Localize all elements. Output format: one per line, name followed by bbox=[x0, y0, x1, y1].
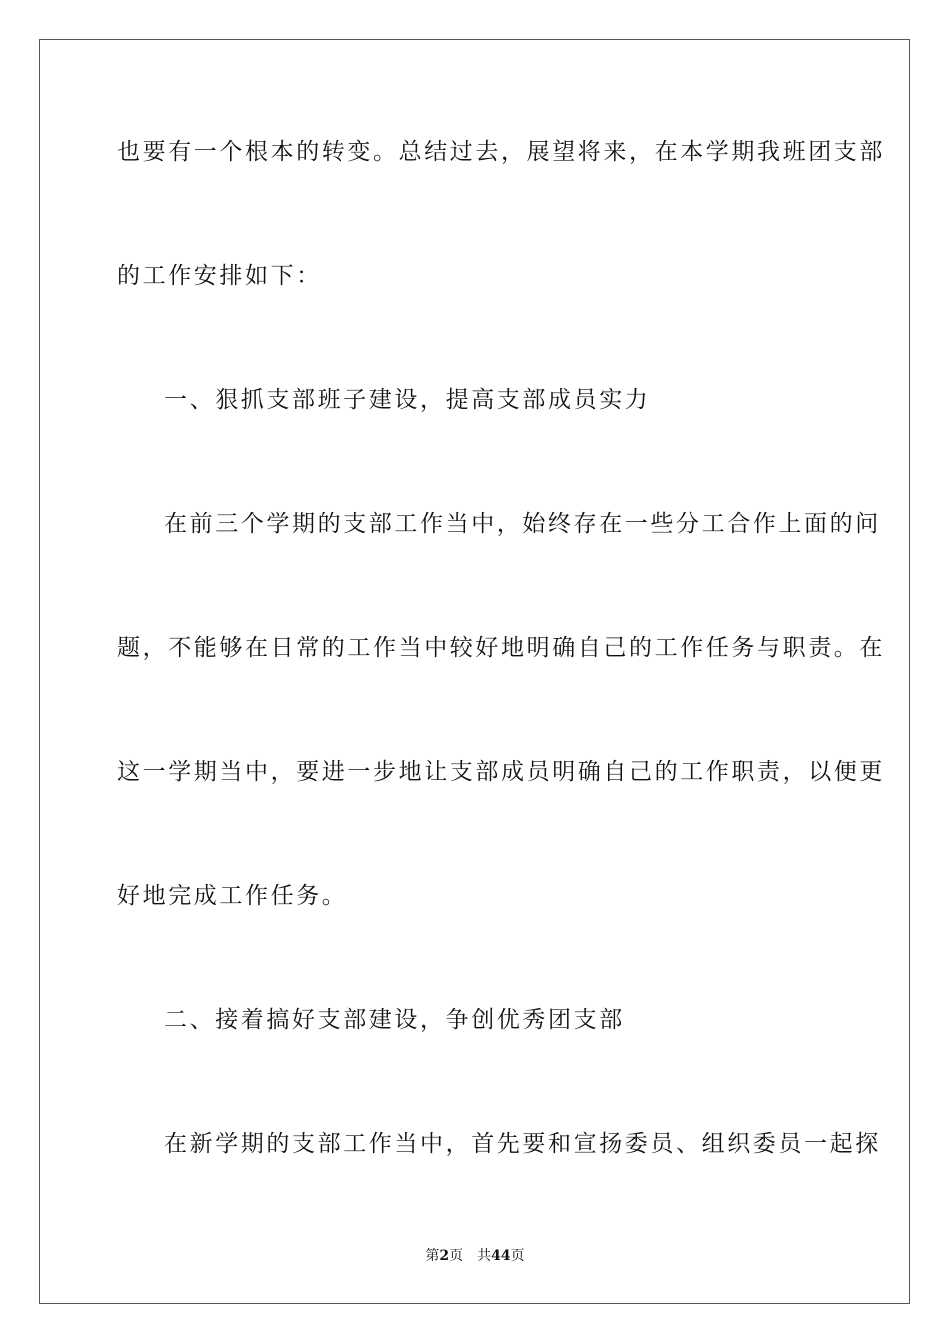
section-heading-2: 二、接着搞好支部建设，争创优秀团支部 bbox=[164, 1007, 625, 1033]
footer-total-pages: 44 bbox=[491, 1248, 511, 1264]
body-line-5: 这一学期当中，要进一步地让支部成员明确自己的工作职责，以便更 bbox=[117, 759, 885, 785]
footer-page-number: 2 bbox=[439, 1248, 450, 1264]
footer-total-suffix: 页 bbox=[510, 1248, 525, 1264]
footer-page-prefix: 第 bbox=[425, 1248, 440, 1264]
footer-page-suffix: 页 bbox=[449, 1248, 464, 1264]
page-footer bbox=[0, 1247, 950, 1265]
body-line-7: 在新学期的支部工作当中，首先要和宣扬委员、组织委员一起探 bbox=[164, 1131, 881, 1157]
body-line-2: 的工作安排如下： bbox=[117, 263, 322, 289]
footer-total-prefix: 共 bbox=[477, 1248, 492, 1264]
page-frame bbox=[39, 39, 910, 1304]
body-line-4: 题，不能够在日常的工作当中较好地明确自己的工作任务与职责。在 bbox=[117, 635, 885, 661]
body-line-3: 在前三个学期的支部工作当中，始终存在一些分工合作上面的问 bbox=[164, 511, 881, 537]
body-line-6: 好地完成工作任务。 bbox=[117, 883, 348, 909]
section-heading-1: 一、狠抓支部班子建设，提高支部成员实力 bbox=[164, 387, 651, 413]
body-line-1: 也要有一个根本的转变。总结过去，展望将来，在本学期我班团支部 bbox=[117, 139, 885, 165]
